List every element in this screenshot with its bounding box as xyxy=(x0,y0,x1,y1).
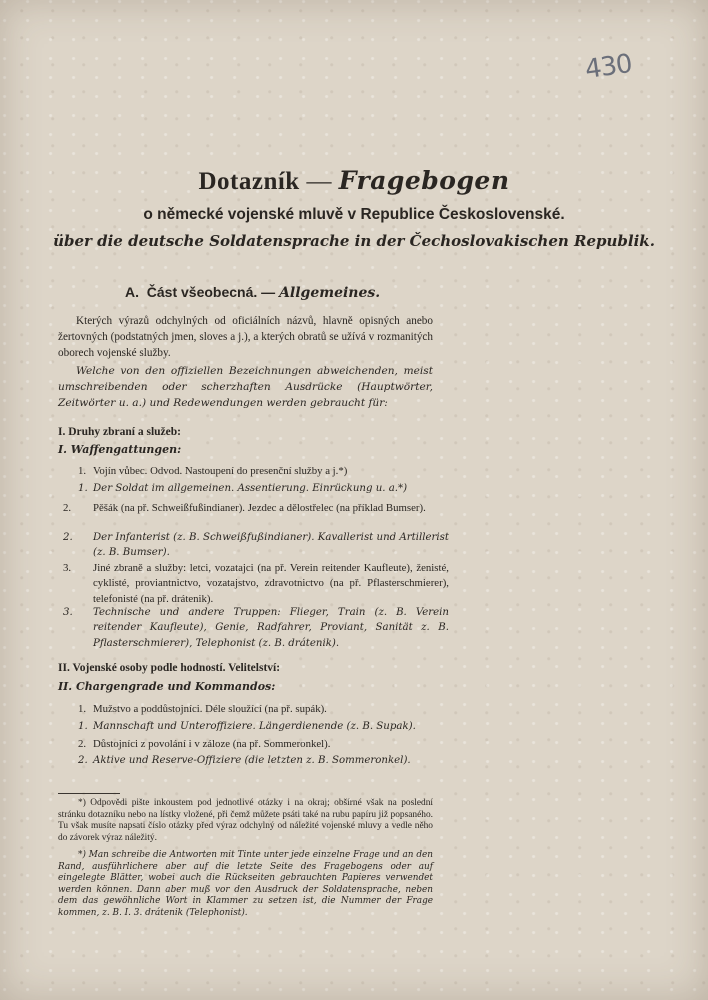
part1-heading-czech: I. Druhy zbraní a služeb: xyxy=(58,426,181,438)
list-item xyxy=(78,464,434,479)
item-number: 1. xyxy=(78,703,87,715)
footnote-divider xyxy=(58,793,120,794)
item-text: Der Infanterist (z. B. Schweißfußindianer). Kavallerist und Artillerist (z. B. Bumser). xyxy=(93,532,449,559)
section-a-czech: Část všeobecná. xyxy=(146,284,258,300)
list-item xyxy=(63,501,449,516)
handwritten-folio-number: 430 xyxy=(583,48,634,86)
part1-heading-german: I. Waffengattungen: xyxy=(58,443,182,456)
item-number: 2. xyxy=(78,738,87,750)
item-text: Důstojníci z povolání i v záloze (na př. Sommeronkel). xyxy=(93,738,331,750)
section-a-dash: — xyxy=(261,284,276,300)
document-title xyxy=(0,166,708,196)
list-item xyxy=(78,753,434,768)
title-dash: — xyxy=(306,168,332,195)
item-number: 1. xyxy=(78,483,88,494)
list-item xyxy=(63,561,449,607)
list-item xyxy=(78,481,434,496)
item-text: Technische und andere Truppen: Flieger, Train (z. B. Verein reitender Kaufleute), Genie, Radfahrer, Proviant, Sanität z. B. Pflasterschmierer), Telephonist (z. B. drátenik). xyxy=(93,607,449,649)
section-a-label: A. xyxy=(125,284,139,300)
item-number: 3. xyxy=(63,607,73,618)
subtitle-czech: o německé vojenské mluvě v Republice Československé. xyxy=(143,206,565,223)
title-czech: Dotazník xyxy=(198,168,300,195)
item-text: Jiné zbraně a služby: letci, vozatajci (na př. Verein reitender Kaufleute), ženisté, cyklisté, proviantnictvo, vozatajstvo, zdravotnictvo (na př. Pflasterschmierer), telefonisté (na př. drátenik). xyxy=(93,562,449,605)
intro-paragraph-czech: Kterých výrazů odchylných od oficiálních názvů, hlavně opisných anebo žertovných (podstatných jmen, sloves a j.), a kterých obratů se užívá v rozmanitých oborech vojenské služby. xyxy=(58,315,433,359)
footnote-german: *) Man schreibe die Antworten mit Tinte unter jede einzelne Frage und an den Rand, ausführlichere aber auf die letzte Seite des Fragebogens oder auf eingelegte Blätter, wobei auch die Rückseiten gebrauchten Papieres verwendet werden können. Dann aber muß vor den Ausdruck der Soldatensprache, neben dem das gewöhnliche Wort in Klammer zu setzen ist, die Nummer der Frage kommen, z. B. I. 3. drátenik (Telephonist). xyxy=(58,850,433,918)
list-item xyxy=(63,530,449,561)
part2-heading-czech: II. Vojenské osoby podle hodností. Velitelství: xyxy=(58,662,281,674)
part2-heading-german: II. Chargengrade und Kommandos: xyxy=(58,680,276,693)
list-item xyxy=(78,737,434,752)
item-number: 3. xyxy=(63,562,72,574)
subtitle-german: über die deutsche Soldatensprache in der Čechoslovakischen Republik. xyxy=(53,232,655,250)
intro-paragraph-german: Welche von den offiziellen Bezeichnungen abweichenden, meist umschreibenden oder scherzhaften Ausdrücke (Hauptwörter, Zeitwörter u. a.) und Redewendungen werden gebraucht für: xyxy=(58,365,433,409)
item-number: 2. xyxy=(63,502,72,514)
item-text: Mannschaft und Unteroffiziere. Längerdienende (z. B. Supak). xyxy=(93,721,416,732)
section-a-german: Allgemeines. xyxy=(279,285,381,301)
item-text: Der Soldat im allgemeinen. Assentierung. Einrückung u. a.*) xyxy=(93,483,408,494)
item-number: 2. xyxy=(78,755,88,766)
section-a-heading xyxy=(125,284,380,301)
list-item xyxy=(78,702,434,717)
item-number: 1. xyxy=(78,465,87,477)
footnote-czech: *) Odpovědi pište inkoustem pod jednotlivé otázky i na okraj; obšírné však na poslední stránku dotazníku nebo na lístky vložené, při čemž můžete psáti také na rubu papíru již popsaného. Tu však musíte napsati číslo otázky před výraz odchylný od náležité vojenské mluvy a vedle něho do závorek výraz náležitý. xyxy=(58,798,433,843)
item-text: Mužstvo a poddůstojníci. Déle sloužící (na př. supák). xyxy=(93,703,327,715)
list-item xyxy=(78,719,434,734)
item-number: 2. xyxy=(63,532,73,543)
item-number: 1. xyxy=(78,721,88,732)
item-text: Vojín vůbec. Odvod. Nastoupení do presenční služby a j.*) xyxy=(93,465,348,477)
item-text: Aktive und Reserve-Offiziere (die letzten z. B. Sommeronkel). xyxy=(93,755,411,766)
title-german: Fragebogen xyxy=(338,166,510,195)
list-item xyxy=(63,605,449,651)
item-text: Pěšák (na př. Schweißfußindianer). Jezdec a dělostřelec (na příklad Bumser). xyxy=(93,502,426,514)
